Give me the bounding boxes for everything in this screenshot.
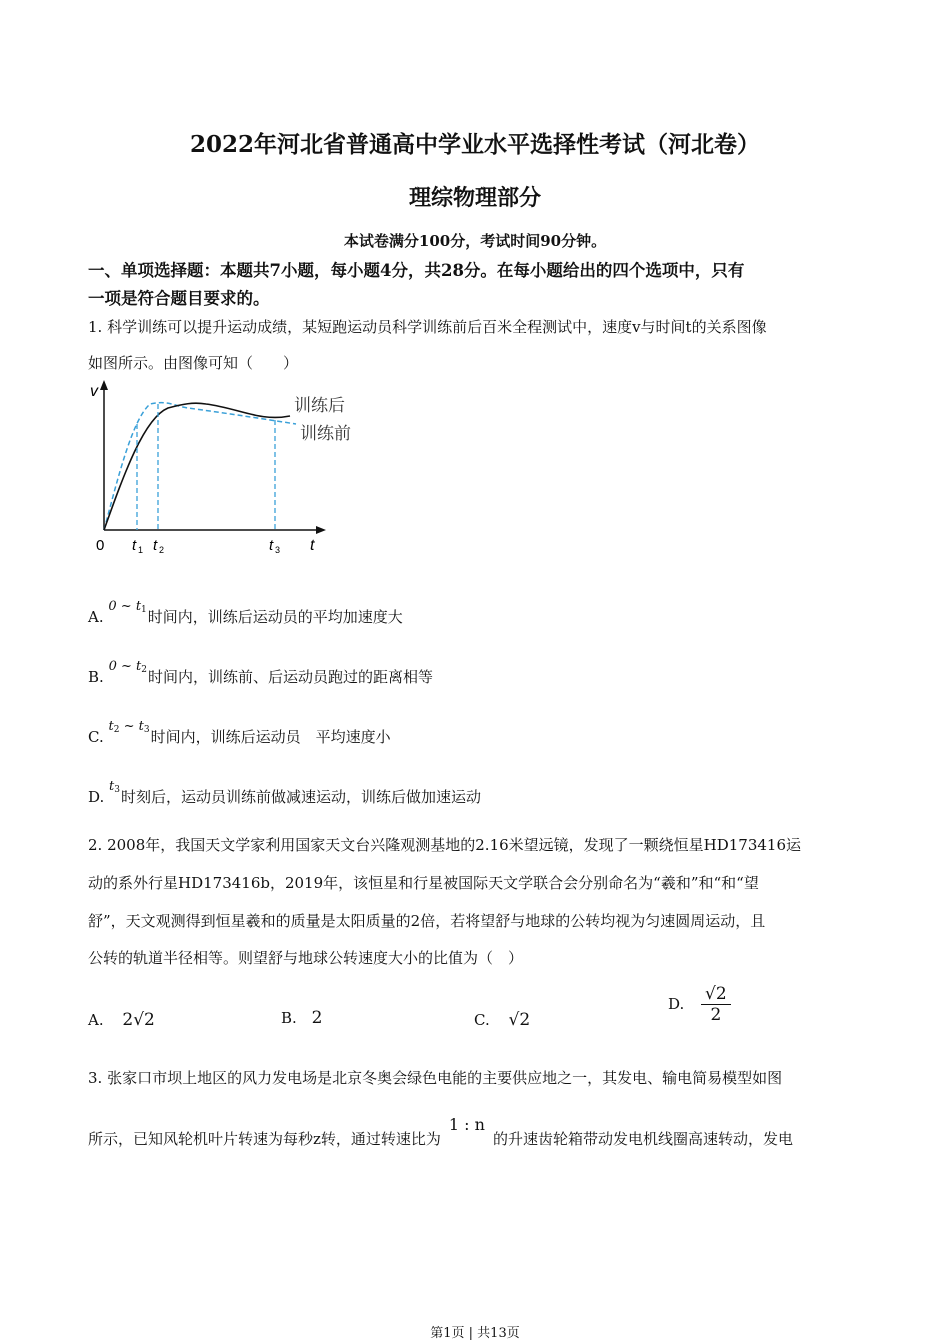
option-text: 时间内，训练后运动员 平均速度小 xyxy=(150,728,391,746)
option-value: 2√2 xyxy=(122,1010,155,1030)
t-axis-arrow xyxy=(316,526,326,534)
option-letter: C. xyxy=(88,728,104,746)
after-training-label: 训练后 xyxy=(294,396,345,415)
section-heading-line-2: 一项是符合题目要求的。 xyxy=(88,289,270,308)
q2-option-d[interactable] xyxy=(668,984,731,1025)
q2-option-a[interactable] xyxy=(88,1010,155,1030)
option-math: $t_2$ ~ $t_3$ xyxy=(108,719,150,735)
fraction-numerator: √2 xyxy=(701,984,731,1005)
option-value: √2 xyxy=(508,1010,531,1030)
t1-sub: 1 xyxy=(138,545,144,555)
option-letter: A. xyxy=(88,608,104,626)
section-heading-line-1: 一、单项选择题：本题共7小题，每小题4分，共28分。在每小题给出的四个选项中，只有 xyxy=(88,261,745,280)
q3-line-2: 所示，已知风轮机叶片转速为每秒z转，通过转速比为1 : n的升速齿轮箱带动发电机线圈高速转动，发电 xyxy=(88,1115,793,1148)
fraction-denominator: 2 xyxy=(710,1005,722,1025)
option-math: $t_3$ xyxy=(109,779,121,795)
q2-line-3: 舒”，天文观测得到恒星羲和的质量是太阳质量的2倍，若将望舒与地球的公转均视为匀速圆周运动，且 xyxy=(88,912,766,930)
option-letter: C. xyxy=(474,1011,490,1029)
option-text: 时间内，训练后运动员的平均加速度大 xyxy=(147,608,403,626)
q1-option-d[interactable] xyxy=(88,779,482,807)
q2-line-2: 动的系外行星HD173416b，2019年，该恒星和行星被国际天文学联合会分别命名为“羲和”和“和“望 xyxy=(88,874,759,892)
q2-line-1: 2. 2008年，我国天文学家利用国家天文台兴隆观测基地的2.16米望远镜，发现了一颗绕恒星HD173416运 xyxy=(88,836,802,854)
q2-option-c[interactable] xyxy=(474,1010,530,1030)
exam-note: 本试卷满分100分，考试时间90分钟。 xyxy=(343,232,607,250)
t2-label: t xyxy=(153,537,158,554)
option-math: 0 ~ $t_1$ xyxy=(108,599,147,615)
option-text: 时刻后，运动员训练前做减速运动，训练后做加速运动 xyxy=(121,788,482,806)
origin-label: 0 xyxy=(96,537,105,554)
v-axis-arrow xyxy=(100,380,108,390)
t3-label: t xyxy=(269,537,274,554)
before-training-curve xyxy=(104,403,296,530)
t1-label: t xyxy=(132,537,137,554)
t3-sub: 3 xyxy=(275,545,281,555)
page-footer: 第1页 | 共13页 xyxy=(430,1326,520,1341)
vt-graph xyxy=(88,378,351,558)
option-math: 0 ~ $t_2$ xyxy=(108,659,147,675)
before-training-label: 训练前 xyxy=(300,424,351,443)
q1-option-b[interactable] xyxy=(88,659,433,687)
option-letter: B. xyxy=(88,668,104,686)
q1-line-1: 1. 科学训练可以提升运动成绩，某短跑运动员科学训练前后百米全程测试中，速度v与时间t的关系图像 xyxy=(88,318,767,336)
q1-option-a[interactable] xyxy=(88,599,403,627)
q2-option-b[interactable] xyxy=(281,1008,322,1028)
t2-sub: 2 xyxy=(159,545,165,555)
option-letter: B. xyxy=(281,1009,297,1027)
t-axis-label: t xyxy=(310,537,315,554)
option-letter: D. xyxy=(668,994,685,1013)
q1-option-c[interactable] xyxy=(88,719,391,747)
option-text: 时间内，训练前、后运动员跑过的距离相等 xyxy=(147,668,433,686)
after-training-curve xyxy=(104,403,290,530)
q2-line-4: 公转的轨道半径相等。则望舒与地球公转速度大小的比值为（ ） xyxy=(88,949,524,967)
option-value: 2 xyxy=(311,1008,323,1028)
q3-line-1: 3. 张家口市坝上地区的风力发电场是北京冬奥会绿色电能的主要供应地之一，其发电、输电简易模型如图 xyxy=(88,1069,783,1087)
option-letter: A. xyxy=(88,1011,104,1029)
gear-ratio-math: 1 : n xyxy=(448,1115,485,1134)
option-letter: D. xyxy=(88,788,105,806)
exam-subtitle: 理综物理部分 xyxy=(408,185,541,211)
exam-title: 2022年河北省普通高中学业水平选择性考试（河北卷） xyxy=(189,131,760,158)
option-fraction xyxy=(701,984,731,1025)
v-axis-label: v xyxy=(90,383,98,400)
q1-line-2: 如图所示。由图像可知（ ） xyxy=(88,354,299,372)
